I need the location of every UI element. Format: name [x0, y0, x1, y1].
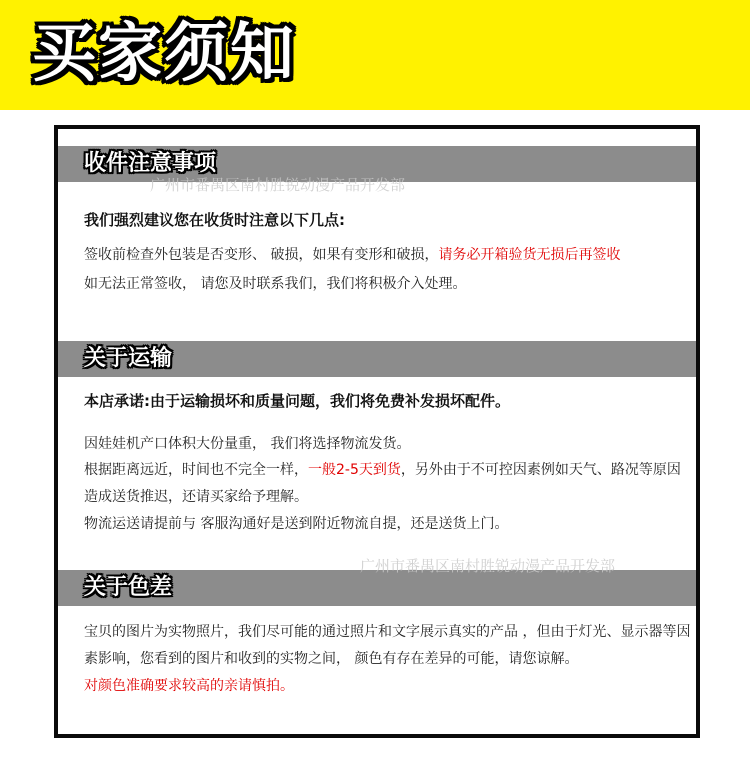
receiving-emphasis: 我们强烈建议您在收货时注意以下几点: — [84, 211, 346, 229]
section-title-receiving: 收件注意事项 — [84, 151, 217, 176]
shipping-line-4: 物流运送请提前与 客服沟通好是送到附近物流自提，还是送货上门。 — [84, 516, 509, 532]
shipping-line-3: 造成送货推迟，还请买家给予理解。 — [84, 489, 308, 505]
section-title-color: 关于色差 — [84, 575, 173, 600]
shipping-line-2-highlight: 一般2-5天到货 — [308, 462, 401, 478]
watermark-top: 广州市番禺区南村胜锐动漫产品开发部 — [150, 176, 406, 194]
shipping-line-2-suffix: ，另外由于不可控因素例如天气、路况等原因 — [400, 462, 681, 478]
section-title-shipping: 关于运输 — [84, 346, 173, 371]
header-banner — [0, 0, 750, 110]
section-header-shipping — [58, 341, 696, 377]
watermark-middle: 广州市番禺区南村胜锐动漫产品开发部 — [360, 557, 616, 575]
receiving-line-1 — [84, 245, 620, 265]
page-title: 买家须知 — [32, 17, 296, 91]
notice-panel — [54, 125, 700, 738]
color-line-2: 素影响，您看到的图片和收到的实物之间， 颜色有存在差异的可能，请您谅解。 — [84, 651, 579, 667]
color-line-1: 宝贝的图片为实物照片，我们尽可能的通过照片和文字展示真实的产品 ，但由于灯光、显示器等因 — [84, 624, 691, 640]
color-line-3-highlight: 对颜色准确要求较高的亲请慎拍。 — [84, 678, 294, 694]
receiving-line-1-text: 签收前检查外包装是否变形、 破损，如果有变形和破损， — [84, 247, 439, 263]
shipping-emphasis: 本店承诺:由于运输损坏和质量问题，我们将免费补发损坏配件。 — [84, 392, 511, 410]
receiving-line-1-highlight: 请务必开箱验货无损后再签收 — [438, 247, 621, 263]
shipping-line-2 — [84, 460, 681, 480]
shipping-line-2-prefix: 根据距离远近，时间也不完全一样， — [84, 462, 308, 478]
shipping-line-1: 因娃娃机产口体积大份量重， 我们将选择物流发货。 — [84, 436, 411, 452]
receiving-line-2: 如无法正常签收， 请您及时联系我们，我们将积极介入处理。 — [84, 276, 467, 292]
